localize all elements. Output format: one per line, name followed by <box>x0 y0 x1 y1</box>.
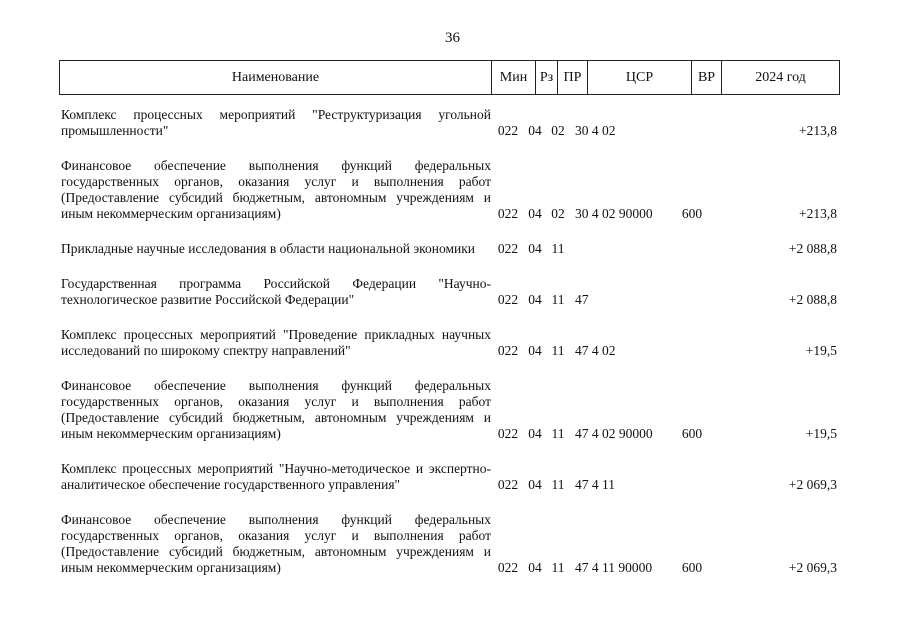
col-header-min: Мин <box>492 61 536 95</box>
row-name: Финансовое обеспечение выполнения функций федеральных государственных органов, оказания услуг и выполнения работ (Предоставление субсидий бюджетным, автономным учреждениям и иным некоммерческим организациям) <box>61 512 491 575</box>
table-row <box>59 461 839 493</box>
row-sum: +2 069,3 <box>788 560 837 575</box>
row-rz: 04 <box>528 292 542 307</box>
row-csr: 30 4 02 90000 <box>575 206 653 221</box>
col-header-rz: Рз <box>536 61 558 95</box>
row-sum: +213,8 <box>799 123 837 138</box>
row-name: Комплекс процессных мероприятий "Реструктуризация угольной промышленности" <box>61 107 491 138</box>
row-csr: 47 4 02 <box>575 343 616 358</box>
row-pr: 02 <box>551 123 565 138</box>
row-vr: 600 <box>681 560 703 575</box>
table-header <box>59 60 840 95</box>
col-header-csr: ЦСР <box>588 61 692 95</box>
row-pr: 11 <box>551 292 565 307</box>
row-min: 022 <box>497 477 519 492</box>
row-min: 022 <box>497 206 519 221</box>
col-header-vr: ВР <box>692 61 722 95</box>
row-name: Комплекс процессных мероприятий "Научно-методическое и экспертно-аналитическое обеспечение государственного управления" <box>61 461 491 492</box>
row-rz: 04 <box>528 206 542 221</box>
row-name: Прикладные научные исследования в области национальной экономики <box>61 241 476 256</box>
row-rz: 04 <box>528 477 542 492</box>
row-min: 022 <box>497 241 519 256</box>
row-min: 022 <box>497 343 519 358</box>
row-rz: 04 <box>528 123 542 138</box>
row-vr: 600 <box>681 206 703 221</box>
row-pr: 11 <box>551 343 565 358</box>
row-csr: 47 4 02 90000 <box>575 426 653 441</box>
row-sum: +2 069,3 <box>788 477 837 492</box>
table-row <box>59 327 839 359</box>
row-vr: 600 <box>681 426 703 441</box>
table-row <box>59 158 839 222</box>
page-number: 36 <box>445 30 460 46</box>
row-pr: 11 <box>551 241 565 256</box>
row-name: Финансовое обеспечение выполнения функций федеральных государственных органов, оказания услуг и выполнения работ (Предоставление субсидий бюджетным, автономным учреждениям и иным некоммерческим организациям) <box>61 378 491 441</box>
row-pr: 02 <box>551 206 565 221</box>
row-name: Государственная программа Российской Федерации "Научно-технологическое развитие Российской Федерации" <box>61 276 491 307</box>
row-csr: 30 4 02 <box>575 123 616 138</box>
table-row <box>59 107 839 139</box>
row-csr: 47 4 11 90000 <box>575 560 653 575</box>
table-body <box>59 101 839 576</box>
col-header-pr: ПР <box>558 61 588 95</box>
table-row <box>59 241 839 257</box>
row-csr: 47 4 11 <box>575 477 615 492</box>
row-pr: 11 <box>551 560 565 575</box>
row-sum: +2 088,8 <box>788 292 837 307</box>
col-header-year: 2024 год <box>722 61 840 95</box>
row-sum: +2 088,8 <box>788 241 837 256</box>
row-pr: 11 <box>551 477 565 492</box>
table-row <box>59 512 839 576</box>
row-name: Комплекс процессных мероприятий "Проведение прикладных научных исследований по широкому спектру направлений" <box>61 327 491 358</box>
row-sum: +19,5 <box>805 343 837 358</box>
row-pr: 11 <box>551 426 565 441</box>
row-rz: 04 <box>528 343 542 358</box>
row-csr: 47 <box>575 292 589 307</box>
row-min: 022 <box>497 560 519 575</box>
row-sum: +213,8 <box>799 206 837 221</box>
table-row <box>59 378 839 442</box>
row-rz: 04 <box>528 426 542 441</box>
row-rz: 04 <box>528 241 542 256</box>
row-min: 022 <box>497 426 519 441</box>
row-min: 022 <box>497 123 519 138</box>
col-header-name: Наименование <box>60 61 492 95</box>
row-name: Финансовое обеспечение выполнения функций федеральных государственных органов, оказания услуг и выполнения работ (Предоставление субсидий бюджетным, автономным учреждениям и иным некоммерческим организациям) <box>61 158 491 221</box>
table-row <box>59 276 839 308</box>
row-min: 022 <box>497 292 519 307</box>
row-rz: 04 <box>528 560 542 575</box>
row-sum: +19,5 <box>805 426 837 441</box>
